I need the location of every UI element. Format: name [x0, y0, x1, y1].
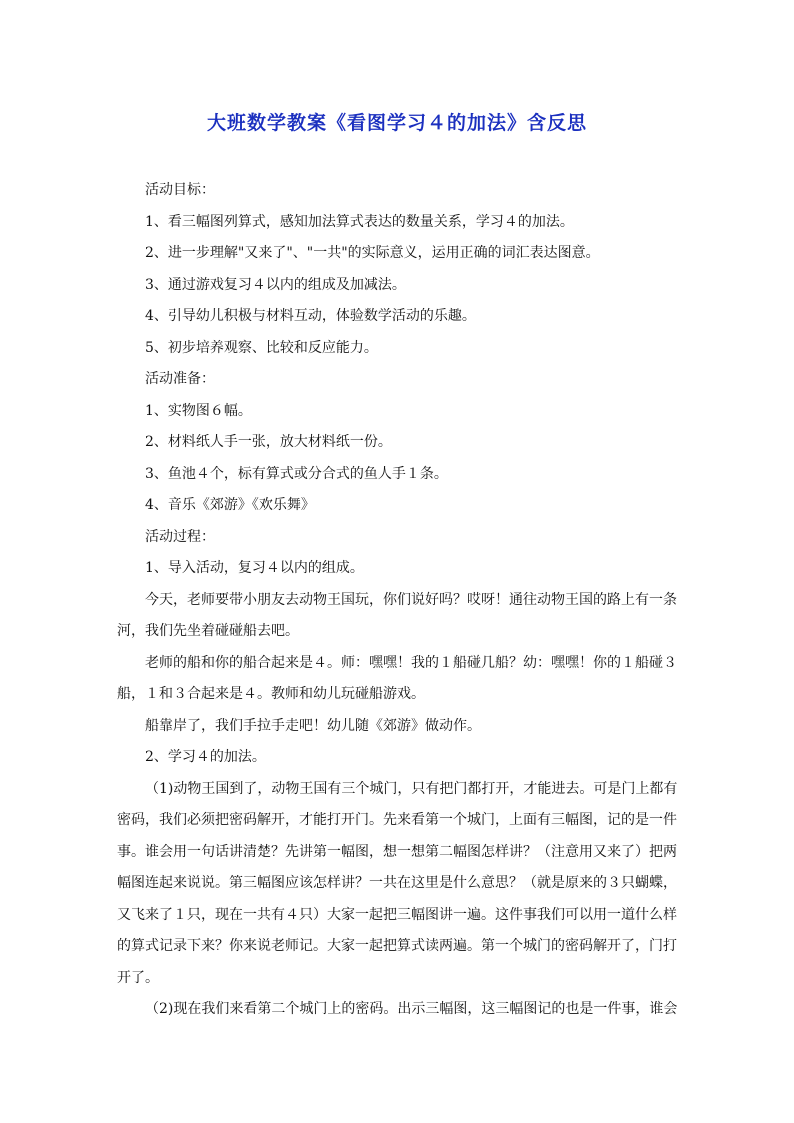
process-step-1: 1、导入活动，复习４以内的组成。: [145, 560, 364, 576]
process-paragraph: （1)动物王国到了，动物王国有三个城门，只有把门都打开，才能进去。可是门上都有密码，我们必须把密码解开，才能打开门。先来看第一个城门，上面有三幅图，记的是一件事。谁会用一句话讲清楚？先讲第一幅图，想一想第二幅图怎样讲？（注意用又来了）把两幅图连起来说说。第三幅图应该怎样讲？一共在这里是什么意思？（就是原来的３只蝴蝶，又飞来了１只，现在一共有４只）大家一起把三幅图讲一遍。这件事我们可以用一道什么样的算式记录下来？你来说老师记。大家一起把算式读两遍。第一个城门的密码解开了，门打开了。: [117, 780, 678, 986]
goal-item-5: 5、初步培养观察、比较和反应能力。: [145, 339, 378, 356]
heading-activity-process: 活动过程：: [145, 528, 215, 545]
process-paragraph: （2)现在我们来看第二个城门上的密码。出示三幅图，这三幅图记的也是一件事，谁会: [145, 1001, 678, 1017]
prep-item-3: 3、鱼池４个，标有算式或分合式的鱼人手１条。: [145, 465, 448, 482]
process-paragraph: 今天，老师要带小朋友去动物王国玩，你们说好吗？哎呀！通往动物王国的路上有一条河，我们先坐着碰碰船去吧。: [117, 591, 677, 639]
prep-item-4: 4、音乐《郊游》《欢乐舞》: [145, 497, 315, 513]
document-body: [117, 175, 679, 1026]
goal-item-3: 3、通过游戏复习４以内的组成及加减法。: [145, 276, 406, 293]
goal-item-1: 1、看三幅图列算式，感知加法算式表达的数量关系，学习４的加法。: [145, 213, 574, 230]
document-title: 大班数学教案《看图学习４的加法》含反思: [206, 112, 587, 134]
process-paragraph: 老师的船和你的船合起来是４。师：嘿嘿！我的１船碰几船？幼：嘿嘿！你的１船碰３船，１和３合起来是４。教师和幼儿玩碰船游戏。: [117, 654, 677, 702]
heading-activity-preparation: 活动准备：: [145, 371, 215, 387]
prep-item-2: 2、材料纸人手一张，放大材料纸一份。: [145, 434, 392, 450]
process-step-2: 2、学习４的加法。: [145, 749, 266, 765]
goal-item-2: 2、进一步理解"又来了"、"一共"的实际意义，运用正确的词汇表达图意。: [145, 245, 600, 261]
goal-item-4: 4、引导幼儿积极与材料互动，体验数学活动的乐趣。: [145, 308, 476, 324]
heading-activity-goals: 活动目标：: [145, 182, 215, 198]
process-paragraph: 船靠岸了，我们手拉手走吧！幼儿随《郊游》做动作。: [145, 717, 481, 734]
prep-item-1: 1、实物图６幅。: [145, 402, 252, 419]
